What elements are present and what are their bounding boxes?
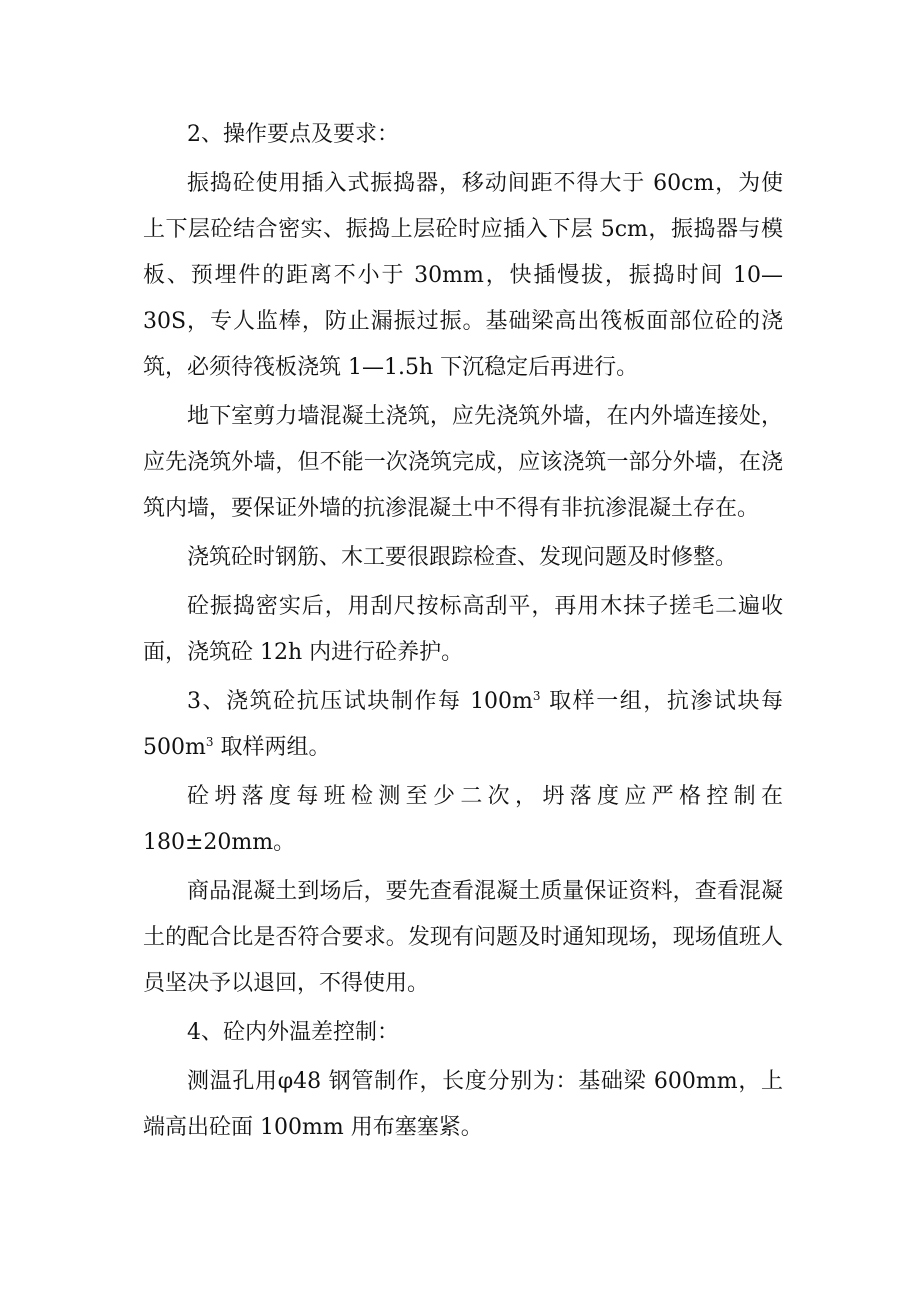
test-blocks-text-a: 3、浇筑砼抗压试块制作每 100m	[187, 689, 533, 714]
paragraph-finishing: 砼振捣密实后，用刮尺按标高刮平，再用木抹子搓毛二遍收面，浇筑砼 12h 内进行砼养护。	[143, 594, 783, 665]
paragraph-inspection: 浇筑砼时钢筋、木工要很跟踪检查、发现问题及时修整。	[187, 545, 738, 570]
document-body	[143, 112, 783, 1154]
paragraph-shear-wall: 地下室剪力墙混凝土浇筑，应先浇筑外墙，在内外墙连接处，应先浇筑外墙，但不能一次浇筑完成，应该浇筑一部分外墙，在浇筑内墙，要保证外墙的抗渗混凝土中不得有非抗渗混凝土存在。	[143, 404, 783, 521]
test-blocks-text-c: 取样两组。	[213, 735, 331, 760]
section-heading-2: 2、操作要点及要求：	[187, 122, 399, 147]
paragraph-temperature-holes: 测温孔用φ48 钢管制作，长度分别为：基础梁 600mm，上端高出砼面 100mm 用布塞塞紧。	[143, 1069, 783, 1140]
section-heading-3-test-blocks	[143, 679, 783, 774]
test-blocks-text-b: 取样一组，抗渗试块每 500m	[143, 689, 783, 760]
paragraph-delivery-check: 商品混凝土到场后，要先查看混凝土质量保证资料，查看混凝土的配合比是否符合要求。发现有问题及时通知现场，现场值班人员坚决予以退回，不得使用。	[143, 879, 783, 996]
paragraph-vibration: 振捣砼使用插入式振捣器，移动间距不得大于 60cm，为使上下层砼结合密实、振捣上层砼时应插入下层 5cm，振捣器与模板、预埋件的距离不小于 30mm，快插慢拔，振捣时间 10—30S，专人监棒，防止漏振过振。基础梁高出筏板面部位砼的浇筑，必须待筏板浇筑 1—1.5h 下沉稳定后再进行。	[143, 171, 783, 380]
superscript-cubic-2: 3	[205, 735, 214, 749]
section-heading-4: 4、砼内外温差控制：	[187, 1020, 399, 1045]
paragraph-slump: 砼坍落度每班检测至少二次，坍落度应严格控制在 180±20mm。	[143, 784, 783, 855]
superscript-cubic-1: 3	[532, 689, 541, 703]
